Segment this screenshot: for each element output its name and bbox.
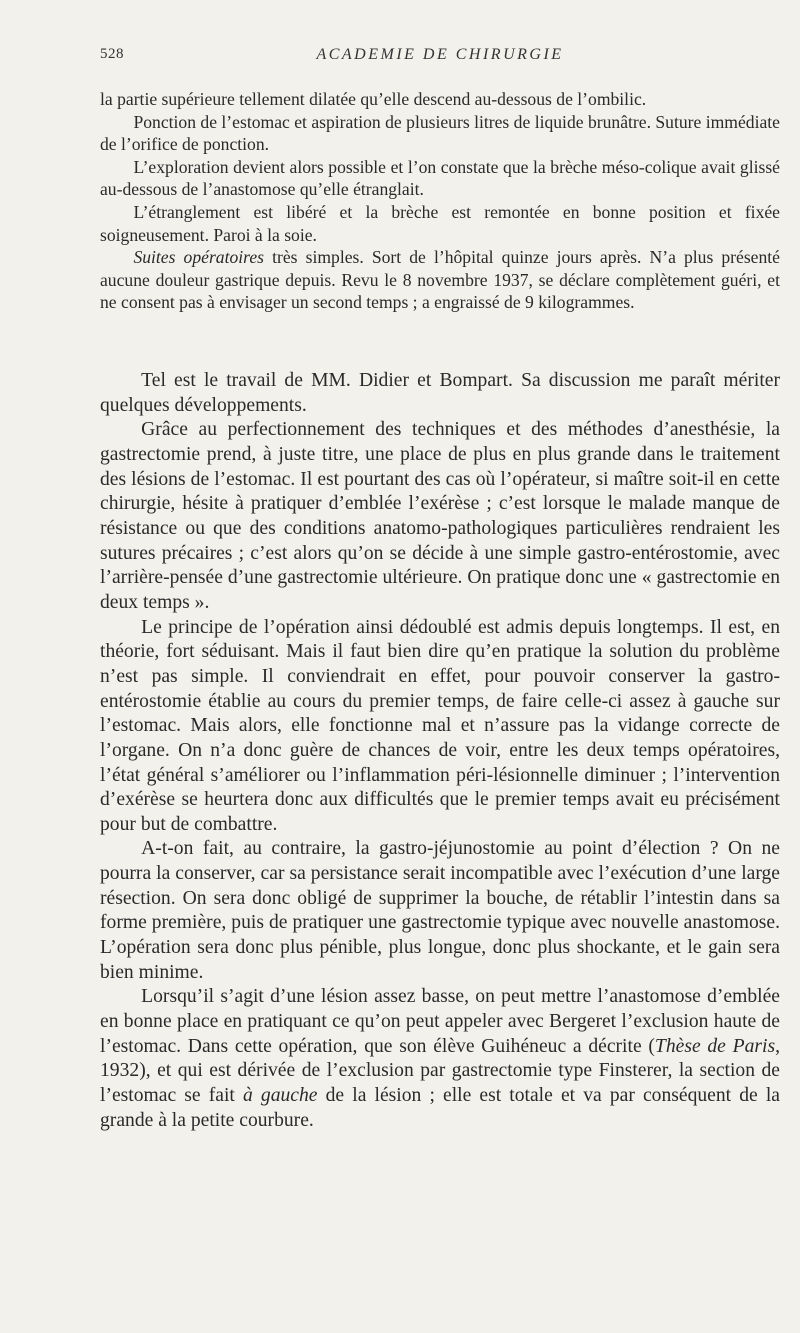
discussion-section: [100, 369, 780, 1133]
discussion-paragraph-5-part-c: de la lésion ; elle est totale et va par conséquent de la grande à la petite courbure.: [100, 1085, 781, 1131]
suites-operatoires-italic: Suites opératoires: [133, 247, 265, 268]
discussion-paragraph-4: A-t-on fait, au contraire, la gastro-jéjunostomie au point d’élection ? On ne pourra la conserver, car sa persistance serait incompatible avec l’exécution d’une large résection. On sera donc obligé de supprimer la bouche, de rétablir l’intestin dans sa forme première, puis de pratiquer une gastrectomie typique avec nouvelle anastomose. L’opération sera donc plus pénible, plus longue, donc plus shockante, et le gain sera bien minime.: [100, 838, 780, 983]
a-gauche-italic: à gauche: [242, 1085, 318, 1107]
discussion-paragraph-3: Le principe de l’opération ainsi dédoublé est admis depuis longtemps. Il est, en théorie, fort séduisant. Mais il faut bien dire qu’en pratique la solution du problème n’est pas simple. Il conviendrait en effet, pour pouvoir conserver la gastro-entérostomie établie au cours du premier temps, de faire celle-ci assez à gauche sur l’estomac. Mais alors, elle fonctionne mal et n’assure pas la vidange correcte de l’organe. On n’a donc guère de chances de voir, entre les deux temps opératoires, l’état général s’améliorer ou l’inflammation péri-lésionnelle diminuer ; l’intervention d’exérèse se heurtera donc aux difficultés que le premier temps avait eu précisément pour but de combattre.: [100, 616, 780, 835]
case-paragraph-5: [100, 246, 780, 314]
case-paragraph-2: Ponction de l’estomac et aspiration de plusieurs litres de liquide brunâtre. Suture immédiate de l’orifice de ponction.: [100, 111, 780, 155]
discussion-paragraph-2: Grâce au perfectionnement des techniques et des méthodes d’anesthésie, la gastrectomie prend, à juste titre, une place de plus en plus grande dans le traitement des lésions de l’estomac. Il est pourtant des cas où l’opérateur, si maître soit-il en cette chirurgie, hésite à pratiquer d’emblée l’exérèse ; c’est lorsque le malade manque de résistance ou que des conditions anatomo-pathologiques particulières rendraient les sutures précaires ; c’est alors qu’on se décide à une simple gastro-entérostomie, avec l’arrière-pensée d’une gastrectomie ultérieure. On pratique donc une « gastrectomie en deux temps ».: [100, 419, 780, 613]
case-paragraph-5-text: très simples. Sort de l’hôpital quinze jours après. N’a plus présenté aucune douleur gastrique depuis. Revu le 8 novembre 1937, se déclare complètement guéri, et ne consent pas à envisager un second temps ; a engraissé de 9 kilogrammes.: [100, 247, 780, 313]
case-paragraph-4: L’étranglement est libéré et la brèche est remontée en bonne position et fixée soigneusement. Paroi à la soie.: [100, 201, 780, 245]
discussion-paragraph-1: Tel est le travail de MM. Didier et Bompart. Sa discussion me paraît mériter quelques développements.: [100, 370, 780, 416]
discussion-paragraph-5-part-a: Lorsqu’il s’agit d’une lésion assez basse, on peut mettre l’anastomose d’emblée en bonne place en pratiquant ce qu’on peut appeler avec Bergeret l’exclusion haute de l’estomac. Dans cette opération, que son élève Guihéneuc a décrite (: [100, 986, 780, 1057]
page-header: [100, 46, 780, 70]
case-paragraph-3: L’exploration devient alors possible et l’on constate que la brèche méso-colique avait glissé au-dessous de l’anastomose qu’elle étranglait.: [100, 156, 780, 200]
discussion-paragraph-5-part-b: , 1932), et qui est dérivée de l’exclusion par gastrectomie type Finsterer, la section de l’estomac se fait: [100, 1035, 780, 1107]
thesis-citation: Thèse de Paris: [654, 1035, 776, 1057]
page-number: 528: [100, 46, 124, 62]
case-report-section: [100, 88, 780, 314]
discussion-paragraph-5: [100, 985, 780, 1133]
case-paragraph-1: la partie supérieure tellement dilatée qu’elle descend au-dessous de l’ombilic.: [100, 89, 647, 109]
running-title: ACADEMIE DE CHIRURGIE: [316, 46, 564, 63]
